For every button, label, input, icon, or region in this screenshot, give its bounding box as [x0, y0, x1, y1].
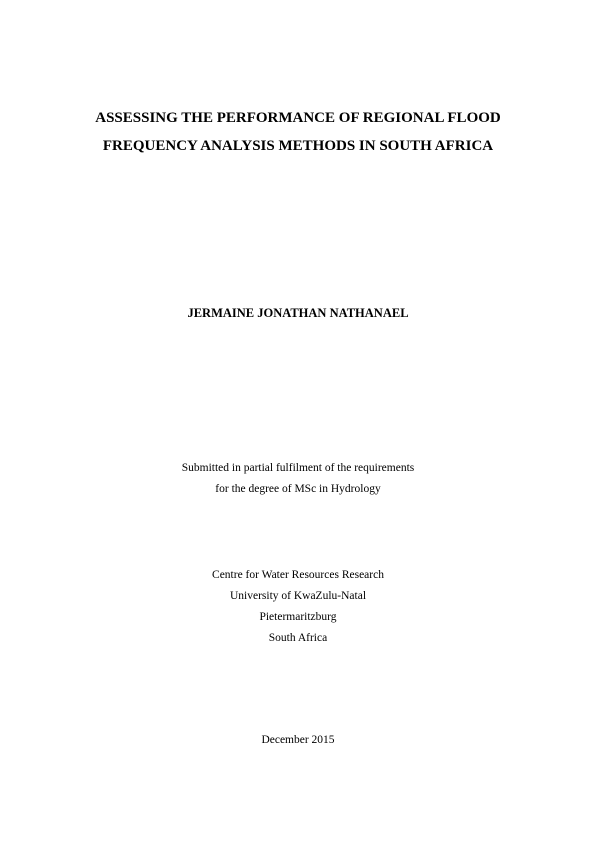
- author-name: JERMAINE JONATHAN NATHANAEL: [187, 306, 409, 320]
- thesis-title-line-2: FREQUENCY ANALYSIS METHODS IN SOUTH AFRICA: [102, 138, 494, 154]
- institution-university: University of KwaZulu-Natal: [229, 590, 367, 602]
- thesis-title-line-1: ASSESSING THE PERFORMANCE OF REGIONAL FLOOD: [95, 110, 501, 126]
- submission-statement-line-1: Submitted in partial fulfilment of the requirements: [181, 462, 415, 474]
- institution-city: Pietermaritzburg: [259, 611, 337, 623]
- institution-centre: Centre for Water Resources Research: [212, 569, 384, 581]
- institution-country: South Africa: [268, 632, 328, 644]
- submission-date: December 2015: [261, 734, 335, 746]
- submission-statement-line-2: for the degree of MSc in Hydrology: [215, 483, 381, 495]
